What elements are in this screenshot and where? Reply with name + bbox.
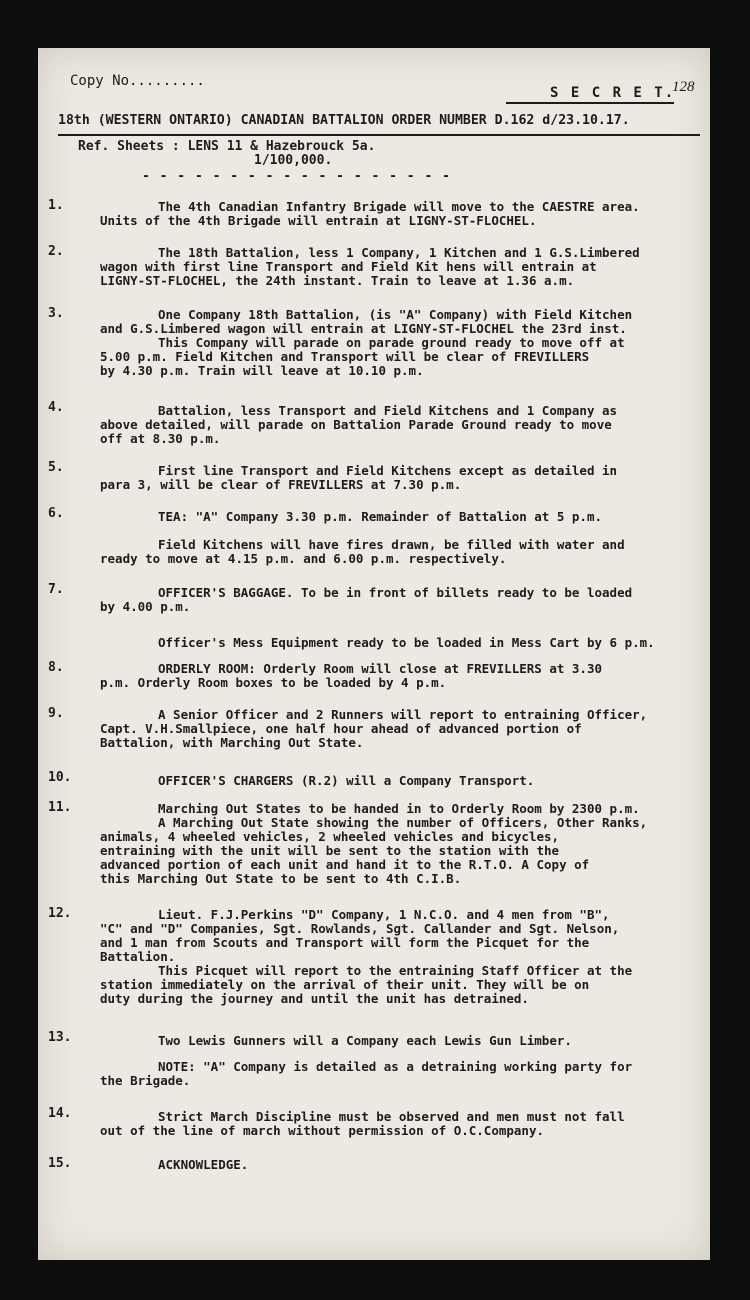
paragraph-line: NOTE: "A" Company is detailed as a detraining working party for	[158, 1059, 633, 1074]
paragraph-line: Field Kitchens will have fires drawn, be filled with water and	[158, 537, 625, 552]
paragraph-line: First line Transport and Field Kitchens except as detailed in	[158, 463, 618, 478]
paragraph-line: and G.S.Limbered wagon will entrain at LIGNY-ST-FLOCHEL the 23rd inst.	[100, 321, 627, 336]
paragraph-number: 14.	[48, 1106, 72, 1121]
paragraph-line: out of the line of march without permission of O.C.Company.	[100, 1123, 545, 1138]
paragraph-number: 11.	[48, 800, 72, 815]
paragraph-line: Lieut. F.J.Perkins "D" Company, 1 N.C.O. and 4 men from "B",	[158, 907, 610, 922]
paragraph-number: 9.	[48, 706, 64, 721]
paragraph-number: 3.	[48, 306, 64, 321]
title-underline	[58, 134, 700, 136]
paragraph-line: ready to move at 4.15 p.m. and 6.00 p.m. respectively.	[100, 551, 507, 566]
paragraph-line: OFFICER'S CHARGERS (R.2) will a Company Transport.	[158, 773, 535, 788]
paragraph-line: animals, 4 wheeled vehicles, 2 wheeled vehicles and bicycles,	[100, 829, 560, 844]
paragraph-line: Battalion, less Transport and Field Kitchens and 1 Company as	[158, 403, 618, 418]
paragraph-line: station immediately on the arrival of their unit. They will be on	[100, 977, 590, 992]
paragraph-number: 1.	[48, 198, 64, 213]
paragraph-line: One Company 18th Battalion, (is "A" Company) with Field Kitchen	[158, 307, 633, 322]
paragraph-line: Officer's Mess Equipment ready to be loaded in Mess Cart by 6 p.m.	[158, 635, 655, 650]
paragraph-line: This Picquet will report to the entraining Staff Officer at the	[158, 963, 633, 978]
paragraph-line: Units of the 4th Brigade will entrain at LIGNY-ST-FLOCHEL.	[100, 213, 537, 228]
paragraph-line: The 4th Canadian Infantry Brigade will move to the CAESTRE area.	[158, 199, 640, 214]
paragraph-line: by 4.30 p.m. Train will leave at 10.10 p.m.	[100, 363, 424, 378]
secret-marking: S E C R E T.	[550, 85, 676, 101]
paragraph-number: 13.	[48, 1030, 72, 1045]
paragraph-line: "C" and "D" Companies, Sgt. Rowlands, Sgt. Callander and Sgt. Nelson,	[100, 921, 620, 936]
paragraph-line: wagon with first line Transport and Field Kit hens will entrain at	[100, 259, 597, 274]
folio-number: 128	[672, 79, 695, 95]
secret-underline	[506, 102, 674, 104]
paragraph-line: TEA: "A" Company 3.30 p.m. Remainder of Battalion at 5 p.m.	[158, 509, 603, 524]
paragraph-line: p.m. Orderly Room boxes to be loaded by 4 p.m.	[100, 675, 447, 690]
order-title: 18th (WESTERN ONTARIO) CANADIAN BATTALION ORDER NUMBER D.162 d/23.10.17.	[58, 113, 630, 128]
paragraph-number: 2.	[48, 244, 64, 259]
paragraph-line: A Marching Out State showing the number of Officers, Other Ranks,	[158, 815, 648, 830]
paragraph-line: ORDERLY ROOM: Orderly Room will close at FREVILLERS at 3.30	[158, 661, 603, 676]
paragraph-number: 10.	[48, 770, 72, 785]
paragraph-number: 12.	[48, 906, 72, 921]
paragraph-line: OFFICER'S BAGGAGE. To be in front of billets ready to be loaded	[158, 585, 633, 600]
separator-dashes: - - - - - - - - - - - - - - - - - -	[142, 169, 451, 184]
paragraph-number: 4.	[48, 400, 64, 415]
paragraph-line: The 18th Battalion, less 1 Company, 1 Kitchen and 1 G.S.Limbered	[158, 245, 640, 260]
paragraph-line: Battalion, with Marching Out State.	[100, 735, 364, 750]
paragraph-line: by 4.00 p.m.	[100, 599, 191, 614]
paragraph-line: this Marching Out State to be sent to 4th C.I.B.	[100, 871, 462, 886]
paragraph-number: 7.	[48, 582, 64, 597]
paragraph-line: entraining with the unit will be sent to the station with the	[100, 843, 560, 858]
copy-number: Copy No.........	[70, 73, 205, 89]
paragraph-line: the Brigade.	[100, 1073, 191, 1088]
ref-sheets: Ref. Sheets : LENS 11 & Hazebrouck 5a.	[78, 139, 376, 154]
paragraph-line: Strict March Discipline must be observed and men must not fall	[158, 1109, 625, 1124]
paragraph-line: Marching Out States to be handed in to Orderly Room by 2300 p.m.	[158, 801, 640, 816]
paragraph-line: This Company will parade on parade ground ready to move off at	[158, 335, 625, 350]
paragraph-line: above detailed, will parade on Battalion Parade Ground ready to move	[100, 417, 612, 432]
paragraph-line: LIGNY-ST-FLOCHEL, the 24th instant. Train to leave at 1.36 a.m.	[100, 273, 575, 288]
paragraph-line: duty during the journey and until the unit has detrained.	[100, 991, 529, 1006]
paragraph-line: ACKNOWLEDGE.	[158, 1157, 249, 1172]
paragraph-line: 5.00 p.m. Field Kitchen and Transport will be clear of FREVILLERS	[100, 349, 590, 364]
ref-sheets-scale: 1/100,000.	[254, 153, 333, 168]
paragraph-number: 5.	[48, 460, 64, 475]
paragraph-line: para 3, will be clear of FREVILLERS at 7.30 p.m.	[100, 477, 462, 492]
paragraph-line: off at 8.30 p.m.	[100, 431, 221, 446]
paragraph-line: A Senior Officer and 2 Runners will report to entraining Officer,	[158, 707, 648, 722]
paragraph-line: advanced portion of each unit and hand it to the R.T.O. A Copy of	[100, 857, 590, 872]
paragraph-line: Two Lewis Gunners will a Company each Lewis Gun Limber.	[158, 1033, 572, 1048]
paragraph-line: Capt. V.H.Smallpiece, one half hour ahead of advanced portion of	[100, 721, 582, 736]
paragraph-number: 8.	[48, 660, 64, 675]
paragraph-number: 6.	[48, 506, 64, 521]
document-page	[38, 48, 710, 1260]
paragraph-number: 15.	[48, 1156, 72, 1171]
paragraph-line: and 1 man from Scouts and Transport will form the Picquet for the	[100, 935, 590, 950]
paragraph-line: Battalion.	[100, 949, 176, 964]
